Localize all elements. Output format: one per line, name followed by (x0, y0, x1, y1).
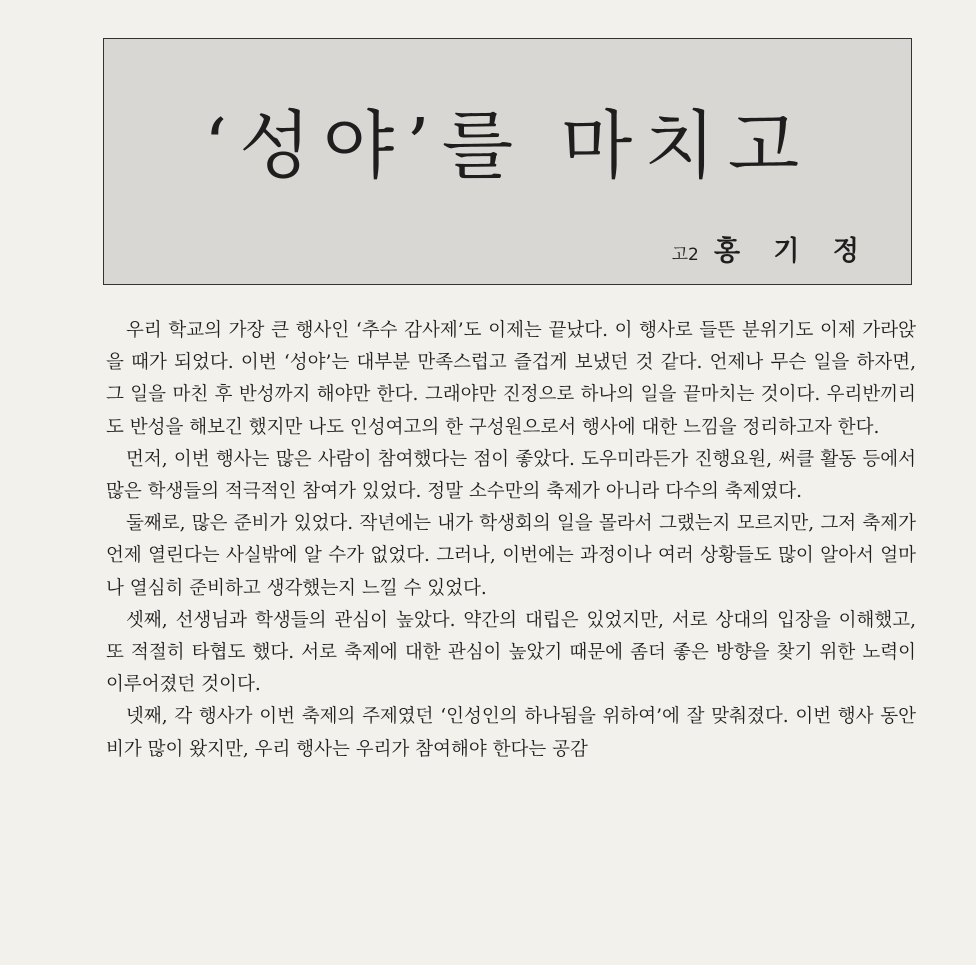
paragraph: 셋째, 선생님과 학생들의 관심이 높았다. 약간의 대립은 있었지만, 서로 상대의 입장을 이해했고, 또 적절히 타협도 했다. 서로 축제에 대한 관심이 높았기 때문에 좀더 좋은 방향을 찾기 위한 노력이 이루어졌던 것이다. (106, 609, 917, 696)
article-title: ‘성야’를 마치고 (203, 103, 812, 189)
paragraph: 먼저, 이번 행사는 많은 사람이 참여했다는 점이 좋았다. 도우미라든가 진행요원, 써클 활동 등에서 많은 학생들의 적극적인 참여가 있었다. 정말 소수만의 축제가 아니라 다수의 축제였다. (106, 448, 916, 503)
author-grade: 고2 (671, 245, 699, 265)
byline (672, 229, 871, 268)
paragraph: 우리 학교의 가장 큰 행사인 ‘추수 감사제’도 이제는 끝났다. 이 행사로 들뜬 분위기도 이제 가라앉을 때가 되었다. 이번 ‘성야’는 대부분 만족스럽고 즐겁게 보냈던 것 같다. 언제나 무슨 일을 하자면, 그 일을 마친 후 반성까지 해야만 한다. 그래야만 진정으로 하나의 일을 끝마치는 것이다. 우리반끼리도 반성을 해보긴 했지만 나도 인성여고의 한 구성원으로서 행사에 대한 느낌을 정리하고자 한다. (106, 320, 916, 438)
author-name: 홍 기 정 (713, 236, 871, 267)
paragraph: 둘째로, 많은 준비가 있었다. 작년에는 내가 학생회의 일을 몰라서 그랬는지 모르지만, 그저 축제가 언제 열린다는 사실밖에 알 수가 없었다. 그러나, 이번에는 과정이나 여러 상황들도 많이 알아서 얼마나 열심히 준비하고 생각했는지 느낄 수 있었다. (106, 513, 916, 599)
title-box (103, 38, 912, 285)
article-body (106, 315, 916, 766)
paragraph: 넷째, 각 행사가 이번 축제의 주제였던 ‘인성인의 하나됨을 위하여’에 잘 맞춰졌다. 이번 행사 동안 비가 많이 왔지만, 우리 행사는 우리가 참여해야 한다는 공감 (106, 706, 916, 760)
